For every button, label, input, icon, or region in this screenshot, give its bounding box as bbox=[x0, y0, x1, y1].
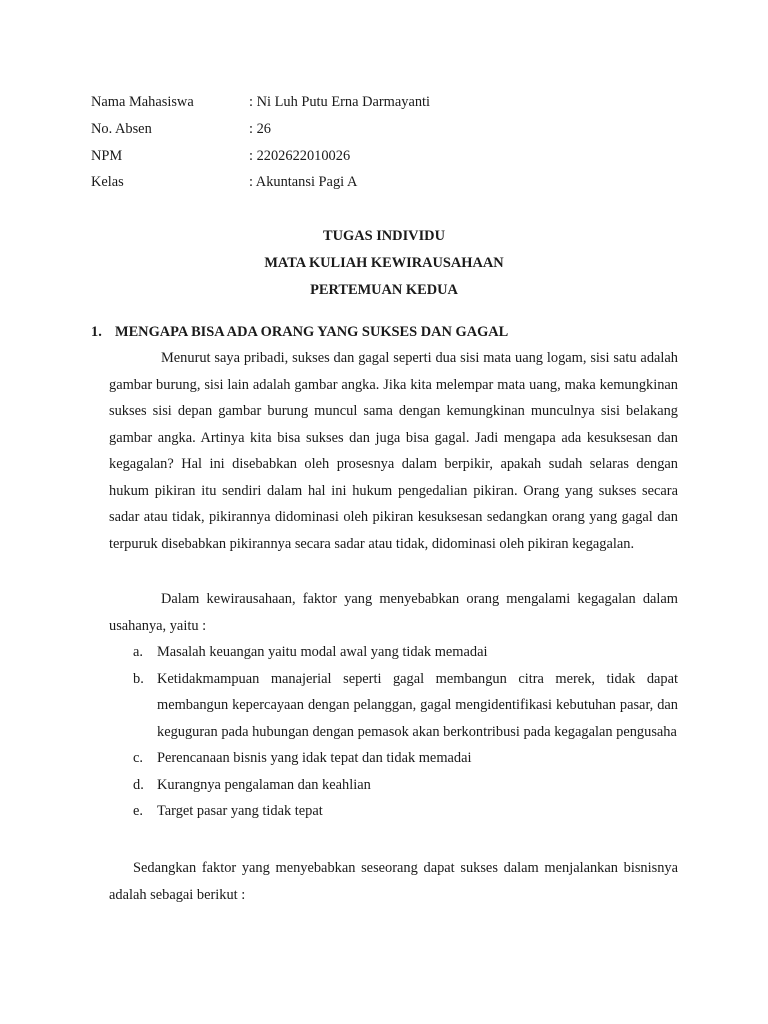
section-title: MENGAPA BISA ADA ORANG YANG SUKSES DAN GAGAL bbox=[115, 324, 509, 340]
title-line-2: MATA KULIAH KEWIRAUSAHAAN bbox=[264, 255, 504, 271]
info-value: : Ni Luh Putu Erna Darmayanti bbox=[249, 94, 431, 110]
info-value: : 2202622010026 bbox=[249, 148, 351, 164]
info-value: : 26 bbox=[249, 121, 271, 137]
paragraph-2: Dalam kewirausahaan, faktor yang menyebabkan orang mengalami kegagalan dalam usahanya, yaitu : bbox=[109, 591, 678, 634]
list-marker: c. bbox=[133, 750, 143, 766]
section-number: 1. bbox=[91, 324, 102, 340]
list-item bbox=[109, 639, 678, 666]
list-item-text: Perencanaan bisnis yang idak tepat dan tidak memadai bbox=[157, 750, 472, 766]
info-value: : Akuntansi Pagi A bbox=[249, 174, 358, 190]
list-item bbox=[109, 798, 678, 825]
list-item-text: Masalah keuangan yaitu modal awal yang tidak memadai bbox=[157, 644, 488, 660]
paragraph-1: Menurut saya pribadi, sukses dan gagal seperti dua sisi mata uang logam, sisi satu adalah gambar burung, sisi lain adalah gambar angka. Jika kita melempar mata uang, maka kemungkinan sukses sisi depan gambar burung muncul sama dengan kemungkinan munculnya sisi belakang gambar angka. Artinya kita bisa sukses dan juga bisa gagal. Jadi mengapa ada kesuksesan dan kegagalan? Hal ini disebabkan oleh prosesnya dalam berpikir, apakah sudah selaras dengan hukum pikiran itu sendiri dalam hal ini hukum pengedalian pikiran. Orang yang sukses secara sadar atau tidak, pikirannya didominasi oleh pikiran kesuksesan sedangkan orang yang gagal dan terpuruk disebabkan pikirannya secara sadar atau tidak, didominasi oleh pikiran kegagalan. bbox=[109, 350, 678, 552]
list-marker: d. bbox=[133, 776, 144, 793]
title-line-3: PERTEMUAN KEDUA bbox=[310, 282, 458, 298]
list-item bbox=[109, 745, 678, 772]
title-line-1: TUGAS INDIVIDU bbox=[323, 228, 445, 244]
list-marker: e. bbox=[133, 803, 143, 819]
section-heading bbox=[91, 322, 508, 342]
failure-factors-list bbox=[109, 639, 678, 825]
info-label: Kelas bbox=[91, 174, 124, 190]
list-marker: b. bbox=[133, 670, 144, 687]
list-item bbox=[109, 772, 678, 799]
paragraph-3: Sedangkan faktor yang menyebabkan seseorang dapat sukses dalam menjalankan bisnisnya adalah sebagai berikut : bbox=[109, 860, 678, 903]
info-label: Nama Mahasiswa bbox=[91, 94, 194, 110]
list-item bbox=[109, 666, 678, 746]
list-item-text: Ketidakmampuan manajerial seperti gagal membangun citra merek, tidak dapat membangun kepercayaan dengan pelanggan, gagal mengidentifikasi kebutuhan pasar, dan keguguran pada hubungan dengan pemasok akan berkontribusi pada kegagalan pengusaha bbox=[157, 670, 678, 740]
info-label: NPM bbox=[91, 148, 123, 164]
list-marker: a. bbox=[133, 644, 143, 660]
list-item-text: Kurangnya pengalaman dan keahlian bbox=[157, 776, 371, 793]
list-item-text: Target pasar yang tidak tepat bbox=[157, 803, 323, 819]
info-label: No. Absen bbox=[91, 121, 152, 137]
